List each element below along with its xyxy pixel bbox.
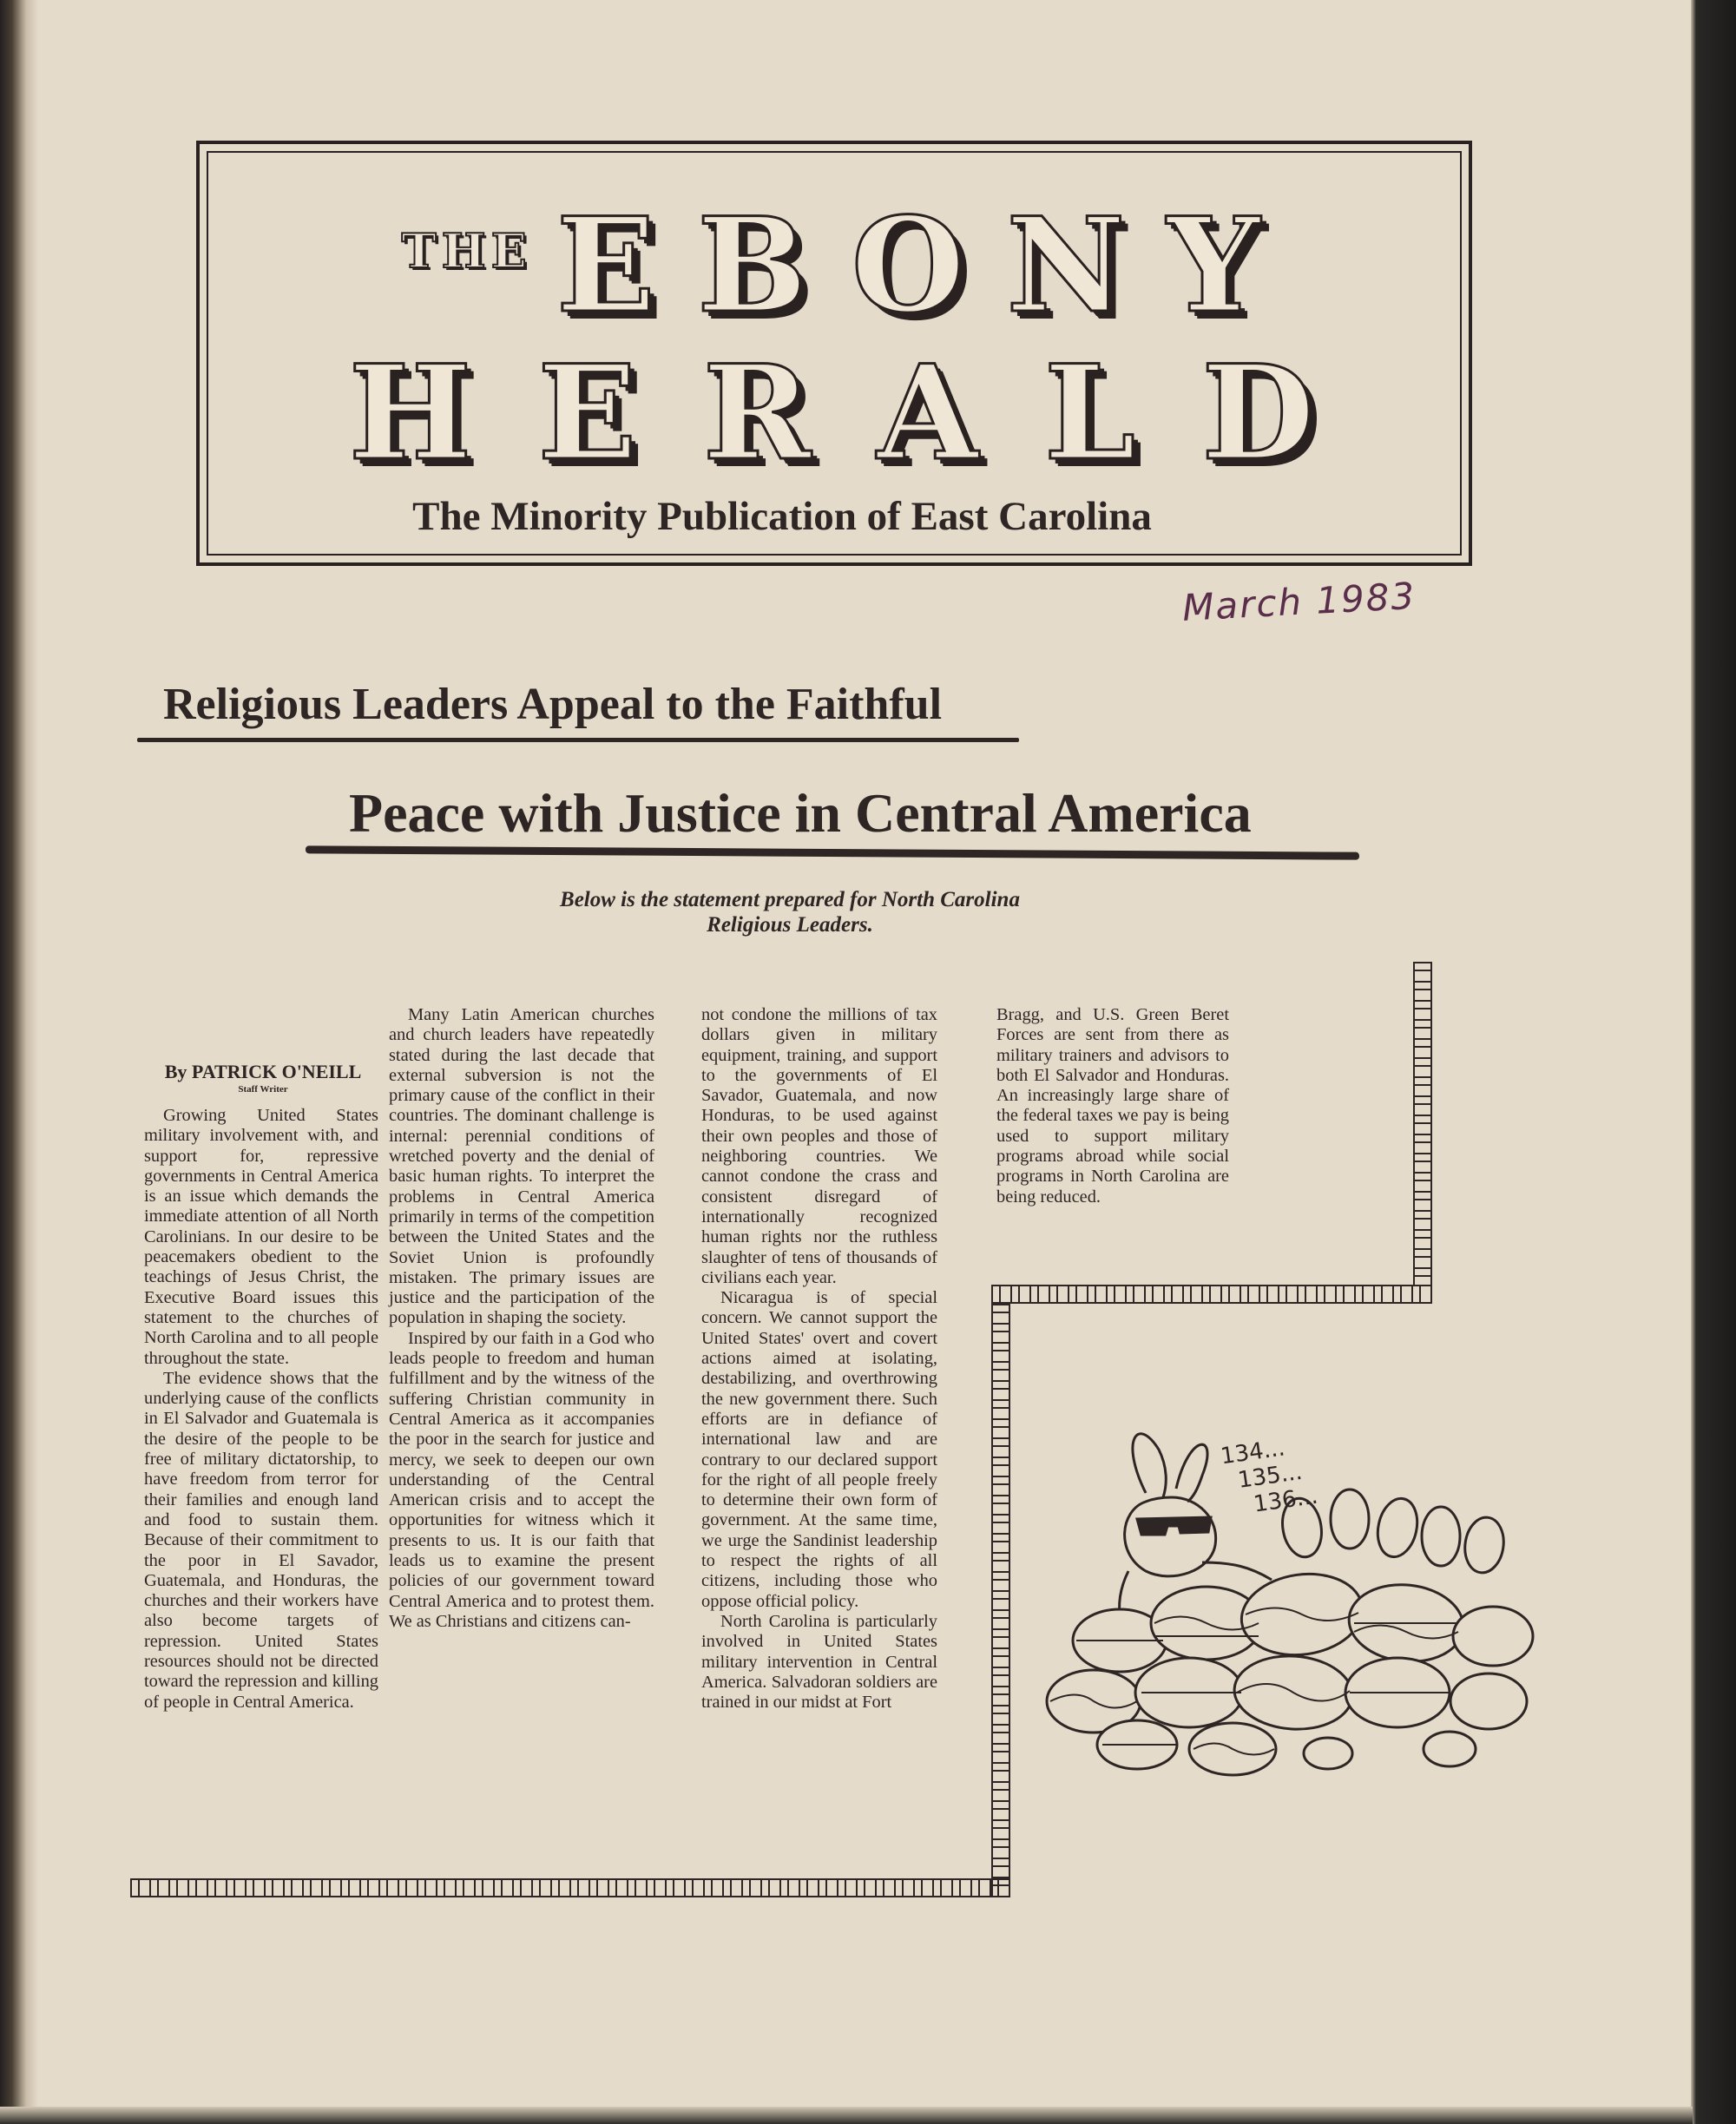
article-paragraph: The evidence shows that the underlying cause of the conflicts in El Salvador and Guatemala is the desire of the people to be free of military dictatorship, to have freedom from terror for their families and enough land and food to sustain them. Because of their commitment to the poor in El Savador, Guatemala, and Honduras, the churches and their workers have also become targets of repression. United States resources should not be directed toward the repression and killing of people in Central America. [144, 1368, 378, 1712]
article-paragraph: North Carolina is particularly involved in United States military intervention in Central America. Salvadoran soldiers are trained in our midst at Fort [701, 1611, 937, 1713]
bunny-ear-right [1176, 1444, 1207, 1502]
egg [1304, 1738, 1352, 1769]
article-column-2 [389, 1005, 654, 1632]
article-paragraph: Many Latin American churches and church leaders have repeatedly stated during the last decade that external subversion is not the primary cause of the conflict in their countries. The dominant challenge is internal: perennial conditions of wretched poverty and the denial of basic human rights. To interpret the problems in Central America primarily in terms of the competition between the United States and the Soviet Union is profoundly mistaken. The primary issues are justice and the participation of the population in shaping the society. [389, 1005, 654, 1328]
byline-title: Staff Writer [238, 1084, 288, 1095]
masthead-line-1 [208, 189, 1460, 346]
byline [144, 1061, 382, 1095]
article-paragraph: Nicaragua is of special concern. We cannot support the United States' overt and covert actions aimed at isolating, destabilizing, and overthrowing the new government there. Such efforts are in defiance of international law and are contrary to our declared support for the right of all people freely to determine their own form of government. At the same time, we urge the Sandinist leadership to respect the rights of all citizens, including those who oppose official policy. [701, 1288, 937, 1611]
headline-religious-leaders: Religious Leaders Appeal to the Faithful [163, 680, 943, 729]
masthead-tagline: The Minority Publication of East Carolina [412, 494, 1152, 539]
egg [1424, 1732, 1476, 1766]
masthead [196, 141, 1472, 566]
count-number: 135... [1236, 1458, 1305, 1494]
count-number: 136... [1252, 1483, 1320, 1518]
article-column-3 [701, 1005, 937, 1713]
bunny-arm [1202, 1562, 1272, 1580]
handwritten-date: March 1983 [1180, 574, 1417, 629]
count-number: 134... [1219, 1435, 1287, 1470]
page-edge-right [1691, 0, 1736, 2124]
page-spine-shadow [0, 0, 38, 2124]
article-paragraph: Inspired by our faith in a God who leads people to freedom and human fulfillment and by the witness of the suffering Christian community in Central America as it accompanies the poor in the search for justice and mercy, we seek to deepen our own understanding of the Central American crisis and to accept the opportunities for witness which it presents to us. It is our faith that leads us to examine the present policies of our government toward Central America and to protest them. We as Christians and citizens can- [389, 1328, 654, 1631]
headline-1-underline [137, 738, 1019, 742]
greek-key-border-bottom [130, 1878, 1010, 1897]
article-paragraph: Bragg, and U.S. Green Beret Forces are sent from there as military trainers and advisors to both El Salvador and Honduras. An increasingly large share of the federal taxes we pay is being used to support military programs abroad while social programs in North Carolina are being reduced. [996, 1005, 1229, 1207]
bunny-head [1125, 1497, 1216, 1576]
egg [1331, 1489, 1369, 1549]
article-paragraph: Growing United States military involvement with, and support for, repressive governments in Central America is an issue which demands the immediate attention of all North Carolinians. In our desire to be peacemakers obedient to the teachings of Jesus Christ, the Executive Board issues this statement to the churches of North Carolina and to all people throughout the state. [144, 1106, 378, 1368]
egg [1422, 1507, 1460, 1566]
egg [1372, 1495, 1422, 1561]
bunny-sunglasses [1137, 1517, 1211, 1535]
egg [1453, 1607, 1533, 1666]
headline-2-underline [306, 845, 1359, 859]
greek-key-border-right [1413, 962, 1432, 1285]
greek-key-border-middle [991, 1285, 1432, 1304]
bunny-counting-text [1219, 1431, 1319, 1522]
headline-peace-with-justice: Peace with Justice in Central America [349, 782, 1252, 844]
egg [1462, 1515, 1507, 1575]
article-column-1 [144, 1106, 378, 1713]
masthead-the: THE [401, 223, 532, 279]
masthead-ebony: EBONY [556, 189, 1302, 342]
masthead-inner-border [207, 151, 1462, 556]
page-edge-bottom [0, 2107, 1693, 2124]
byline-name: By PATRICK O'NEILL [164, 1061, 362, 1082]
greek-key-border-left [991, 1304, 1010, 1897]
article-paragraph: not condone the millions of tax dollars given in military equipment, training, and support to the governments of El Savador, Guatemala, and now Honduras, to be used against their own peoples and those of neighboring countries. We cannot condone the crass and consistent disregard of internationally recognized human rights nor the ruthless slaughter of tens of thousands of civilians each year. [701, 1005, 937, 1287]
egg [1450, 1674, 1527, 1729]
masthead-herald: HERALD [348, 337, 1381, 490]
bunny-ear-left [1133, 1434, 1166, 1497]
article-column-4 [996, 1005, 1229, 1207]
intro-note: Below is the statement prepared for North Carolina Religious Leaders. [560, 888, 1020, 937]
